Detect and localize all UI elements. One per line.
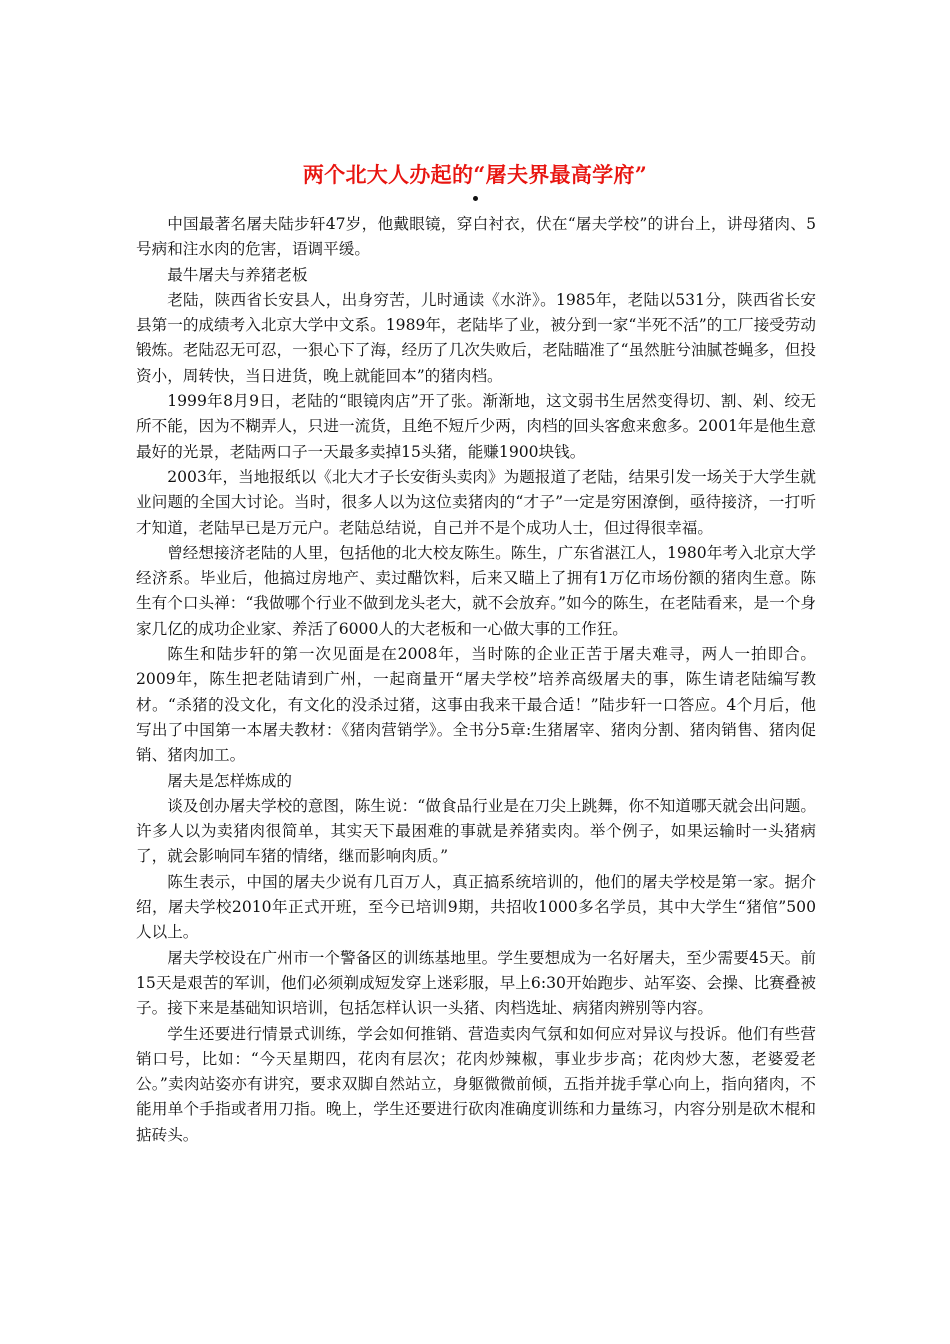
article-title: 两个北大人办起的“屠夫界最高学府” — [302, 162, 648, 187]
article-paragraph: 谈及创办屠夫学校的意图，陈生说：“做食品行业是在刀尖上跳舞，你不知道哪天就会出问题。许多人以为卖猪肉很简单，其实天下最困难的事就是养猪卖肉。举个例子，如果运输时一头猪病了，就会影响同车猪的情绪，继而影响肉质。” — [136, 796, 816, 866]
section-subheading: 最牛屠夫与养猪老板 — [167, 265, 308, 284]
article-paragraph: 曾经想接济老陆的人里，包括他的北大校友陈生。陈生，广东省湛江人，1980年考入北京大学经济系。毕业后，他搞过房地产、卖过醋饮料，后来又瞄上了拥有1万亿市场份额的猪肉生意。陈生有个口头禅：“我做哪个行业不做到龙头老大，就不会放弃。”如今的陈生，在老陆看来，是一个身家几亿的成功企业家、养活了6000人的大老板和一心做大事的工作狂。 — [136, 543, 816, 638]
article-body — [136, 212, 816, 1148]
article-paragraph: 2003年，当地报纸以《北大才子长安街头卖肉》为题报道了老陆，结果引发一场关于大学生就业问题的全国大讨论。当时，很多人以为这位卖猪肉的“才子”一定是穷困潦倒，亟待接济，一打听才知道，老陆早已是万元户。老陆总结说，自己并不是个成功人士，但过得很幸福。 — [136, 467, 816, 537]
bullet-dot — [473, 196, 478, 201]
article-paragraph: 学生还要进行情景式训练，学会如何推销、营造卖肉气氛和如何应对异议与投诉。他们有些营销口号，比如：“今天星期四，花肉有层次；花肉炒辣椒，事业步步高；花肉炒大葱，老婆爱老公。”卖肉站姿亦有讲究，要求双脚自然站立，身躯微微前倾，五指并拢手掌心向上，指向猪肉，不能用单个手指或者用刀指。晚上，学生还要进行砍肉准确度训练和力量练习，内容分别是砍木棍和掂砖头。 — [136, 1024, 816, 1144]
section-subheading: 屠夫是怎样炼成的 — [167, 771, 292, 790]
article-paragraph: 屠夫学校设在广州市一个警备区的训练基地里。学生要想成为一名好屠夫，至少需要45天。前15天是艰苦的军训，他们必须剃成短发穿上迷彩服，早上6:30开始跑步、站军姿、会操、比赛叠被子。接下来是基础知识培训，包括怎样认识一头猪、肉档选址、病猪肉辨别等内容。 — [136, 948, 816, 1018]
article-paragraph: 1999年8月9日，老陆的“眼镜肉店”开了张。渐渐地，这文弱书生居然变得切、割、剁、绞无所不能，因为不糊弄人，只进一流货，且绝不短斤少两，肉档的回头客愈来愈多。2001年是他生意最好的光景，老陆两口子一天最多卖掉15头猪，能赚1900块钱。 — [136, 392, 816, 461]
article-paragraph: 老陆，陕西省长安县人，出身穷苦，儿时通读《水浒》。1985年，老陆以531分，陕西省长安县第一的成绩考入北京大学中文系。1989年，老陆毕了业，被分到一家“半死不活”的工厂接受劳动锻炼。老陆忍无可忍，一狠心下了海，经历了几次失败后，老陆瞄准了“虽然脏兮油腻苍蝇多，但投资小，周转快，当日进货，晚上就能回本”的猪肉档。 — [136, 290, 816, 385]
article-paragraph: 陈生表示，中国的屠夫少说有几百万人，真正搞系统培训的，他们的屠夫学校是第一家。据介绍，屠夫学校2010年正式开班，至今已培训9期，共招收1000多名学员，其中大学生“猪倌”500人以上。 — [136, 872, 816, 942]
article-paragraph: 陈生和陆步轩的第一次见面是在2008年，当时陈的企业正苦于屠夫难寻，两人一拍即合。2009年，陈生把老陆请到广州，一起商量开“屠夫学校”培养高级屠夫的事，陈生请老陆编写教材。“杀猪的没文化，有文化的没杀过猪，这事由我来干最合适！”陆步轩一口答应。4个月后，他写出了中国第一本屠夫教材：《猪肉营销学》。全书分5章:生猪屠宰、猪肉分割、猪肉销售、猪肉促销、猪肉加工。 — [136, 645, 816, 765]
article-paragraph: 中国最著名屠夫陆步轩47岁，他戴眼镜，穿白衬衣，伏在“屠夫学校”的讲台上，讲母猪肉、5号病和注水肉的危害，语调平缓。 — [136, 215, 816, 259]
